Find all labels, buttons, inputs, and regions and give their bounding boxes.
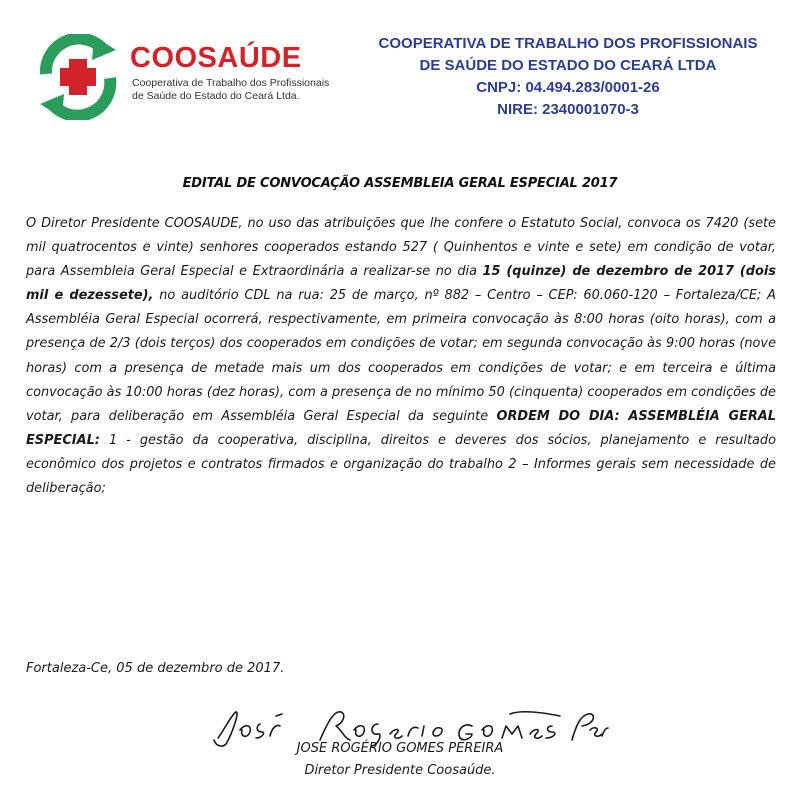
- org-name-line2: DE SAÚDE DO ESTADO DO CEARÁ LTDA: [419, 57, 717, 74]
- document-title: EDITAL DE CONVOCAÇÃO ASSEMBLEIA GERAL ESPECIAL 2017: [182, 176, 618, 191]
- body-text-part3: 1 - gestão da cooperativa, disciplina, direitos e deveres dos sócios, planejamento e resultado econômico dos projetos e contratos firmados e organização do trabalho 2 – Informes gerais sem necessidade de deliberação;: [26, 432, 776, 497]
- medical-cross-recycle-arrows-icon: [32, 34, 124, 120]
- organization-header: [348, 33, 788, 121]
- signer-role: Diretor Presidente Coosaúde.: [304, 763, 496, 778]
- body-text-part2: no auditório CDL na rua: 25 de março, nº 882 – Centro – CEP: 60.060-120 – Fortaleza/CE; A Assembléia Geral Especial ocorrerá, respectivamente, em primeira convocação às 8:00 horas (oito horas), com a presença de 2/3 (dois terços) dos cooperados em condições de votar; em segunda convocação às 9:00 horas (nove horas) com a presença de metade mais um dos cooperados em condições de votar; e em terceira e última convocação às 10:00 horas (dez horas), com a presença de no mínimo 50 (cinquenta) cooperados em condições de votar, para deliberação em Assembléia Geral Especial da seguinte: [26, 288, 776, 424]
- org-nire: NIRE: 2340001070-3: [497, 101, 639, 118]
- brand-subtitle-line1: Cooperativa de Trabalho dos Profissionais: [132, 77, 330, 89]
- meeting-date: 15 (quinze) de dezembro de 2017 (dois mil e dezessete),: [26, 264, 776, 304]
- org-name-line1: COOPERATIVA DE TRABALHO DOS PROFISSIONAIS: [378, 35, 758, 52]
- document-body: [26, 212, 776, 501]
- brand-subtitle-line2: de Saúde do Estado do Ceará Ltda.: [132, 90, 300, 102]
- org-cnpj: CNPJ: 04.494.283/0001-26: [476, 79, 660, 96]
- body-text-part1: O Diretor Presidente COOSAUDE, no uso das atribuições que lhe confere o Estatuto Social, convoca os 7420 (sete mil quatrocentos e vinte) senhores cooperados estando 527 ( Quinhentos e vinte e sete) em condição de votar, para Assembleia Geral Especial e Extraordinária a realizar-se no dia: [26, 216, 776, 280]
- coosaude-logo: [22, 30, 342, 120]
- brand-name: COOSAÚDE: [130, 42, 302, 74]
- place-and-date: Fortaleza-Ce, 05 de dezembro de 2017.: [26, 661, 285, 676]
- signer-name: JOSE ROGÉRIO GOMES PEREIRA: [296, 741, 504, 756]
- brand-subtitle: [132, 77, 352, 103]
- agenda-heading: ORDEM DO DIA: ASSEMBLÉIA GERAL ESPECIAL:: [26, 408, 776, 448]
